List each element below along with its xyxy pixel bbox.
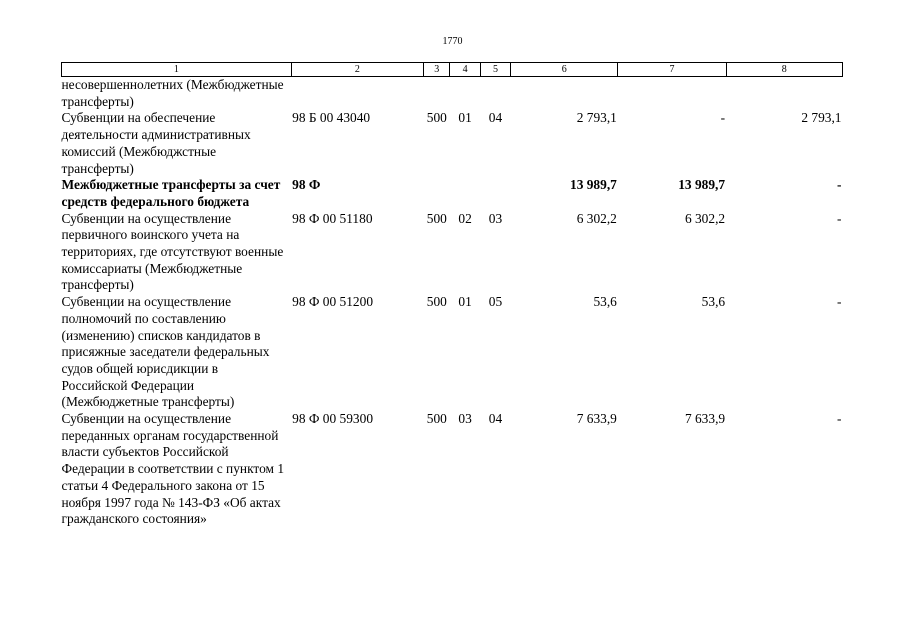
row-code: 98 Ф 00 51200	[292, 294, 374, 310]
row-code: 98 Б 00 43040	[292, 110, 371, 126]
row-v7: 6 302,2	[684, 210, 726, 226]
column-header: 1	[62, 63, 292, 77]
row-v7	[618, 77, 726, 111]
row-c4	[450, 177, 480, 210]
row-c5: 04	[488, 110, 503, 126]
row-c3: 500	[426, 110, 447, 126]
row-c3: 500	[426, 294, 447, 310]
table-row	[62, 110, 843, 177]
row-c3: 500	[426, 210, 447, 226]
row-c4: 01	[458, 294, 472, 310]
row-v8: -	[837, 177, 842, 193]
row-v8: -	[837, 210, 842, 226]
row-c4	[450, 77, 480, 111]
row-c4: 02	[458, 210, 472, 226]
row-v6: 7 633,9	[576, 411, 617, 427]
row-name: Субвенции на осуществление первичного воинского учета на территориях, где отсутствуют военные комиссариаты (Межбюджетные трансферты)	[61, 210, 284, 293]
row-v6	[511, 77, 618, 111]
row-c5: 04	[488, 411, 503, 427]
row-v8	[726, 77, 842, 111]
row-name: Субвенции на осуществление полномочий по составлению (изменению) списков кандидатов в присяжные заседатели федеральных судов общей юрисдикции в Российской Федерации (Межбюджетные трансферты)	[61, 294, 270, 410]
row-v7: 53,6	[701, 294, 726, 310]
row-v6: 53,6	[593, 294, 617, 310]
row-v8: -	[837, 294, 842, 310]
row-name: несовершеннолетних (Межбюджетные трансферты)	[61, 77, 284, 109]
row-name: Межбюджетные трансферты за счет средств федерального бюджета	[61, 177, 281, 209]
row-c5: 03	[488, 210, 503, 226]
row-c4: 03	[458, 411, 472, 427]
column-header: 8	[726, 63, 842, 77]
row-v8: -	[837, 411, 842, 427]
row-code	[291, 77, 424, 111]
column-header: 3	[424, 63, 450, 77]
column-header: 4	[450, 63, 480, 77]
row-v7: 7 633,9	[684, 411, 726, 427]
table-row	[62, 411, 843, 528]
row-name: Субвенции на обеспечение деятельности административных комиссий (Межбюджстные трансферты)	[61, 110, 251, 176]
budget-table	[61, 62, 843, 528]
column-header: 2	[291, 63, 424, 77]
row-c4: 01	[458, 110, 472, 126]
row-c3: 500	[426, 411, 447, 427]
column-header: 5	[480, 63, 510, 77]
row-code: 98 Ф	[292, 177, 321, 193]
row-v6: 6 302,2	[576, 210, 617, 226]
table-row	[62, 77, 843, 111]
column-header: 6	[511, 63, 618, 77]
row-code: 98 Ф 00 59300	[292, 411, 374, 427]
row-code: 98 Ф 00 51180	[292, 210, 373, 226]
table-row	[62, 211, 843, 295]
row-c5: 05	[488, 294, 503, 310]
row-v6: 13 989,7	[570, 177, 617, 193]
row-c5	[480, 77, 510, 111]
table-row-total	[62, 177, 843, 210]
row-c3	[424, 77, 450, 111]
header-row	[62, 63, 843, 77]
row-v7: -	[720, 110, 726, 126]
row-c5	[480, 177, 510, 210]
row-name: Субвенции на осуществление переданных органам государственной власти субъектов Российской Федерации в соответствии с пунктом 1 статьи 4 Федерального закона от 15 ноября 1997 года № 143-ФЗ «Об актах гражданского состояния»	[61, 411, 285, 527]
row-c3	[424, 177, 450, 210]
column-header: 7	[618, 63, 726, 77]
page-number: 1770	[442, 36, 463, 47]
row-v7: 13 989,7	[678, 177, 726, 193]
row-v6: 2 793,1	[576, 110, 617, 126]
table-row	[62, 294, 843, 411]
row-v8: 2 793,1	[801, 110, 842, 126]
